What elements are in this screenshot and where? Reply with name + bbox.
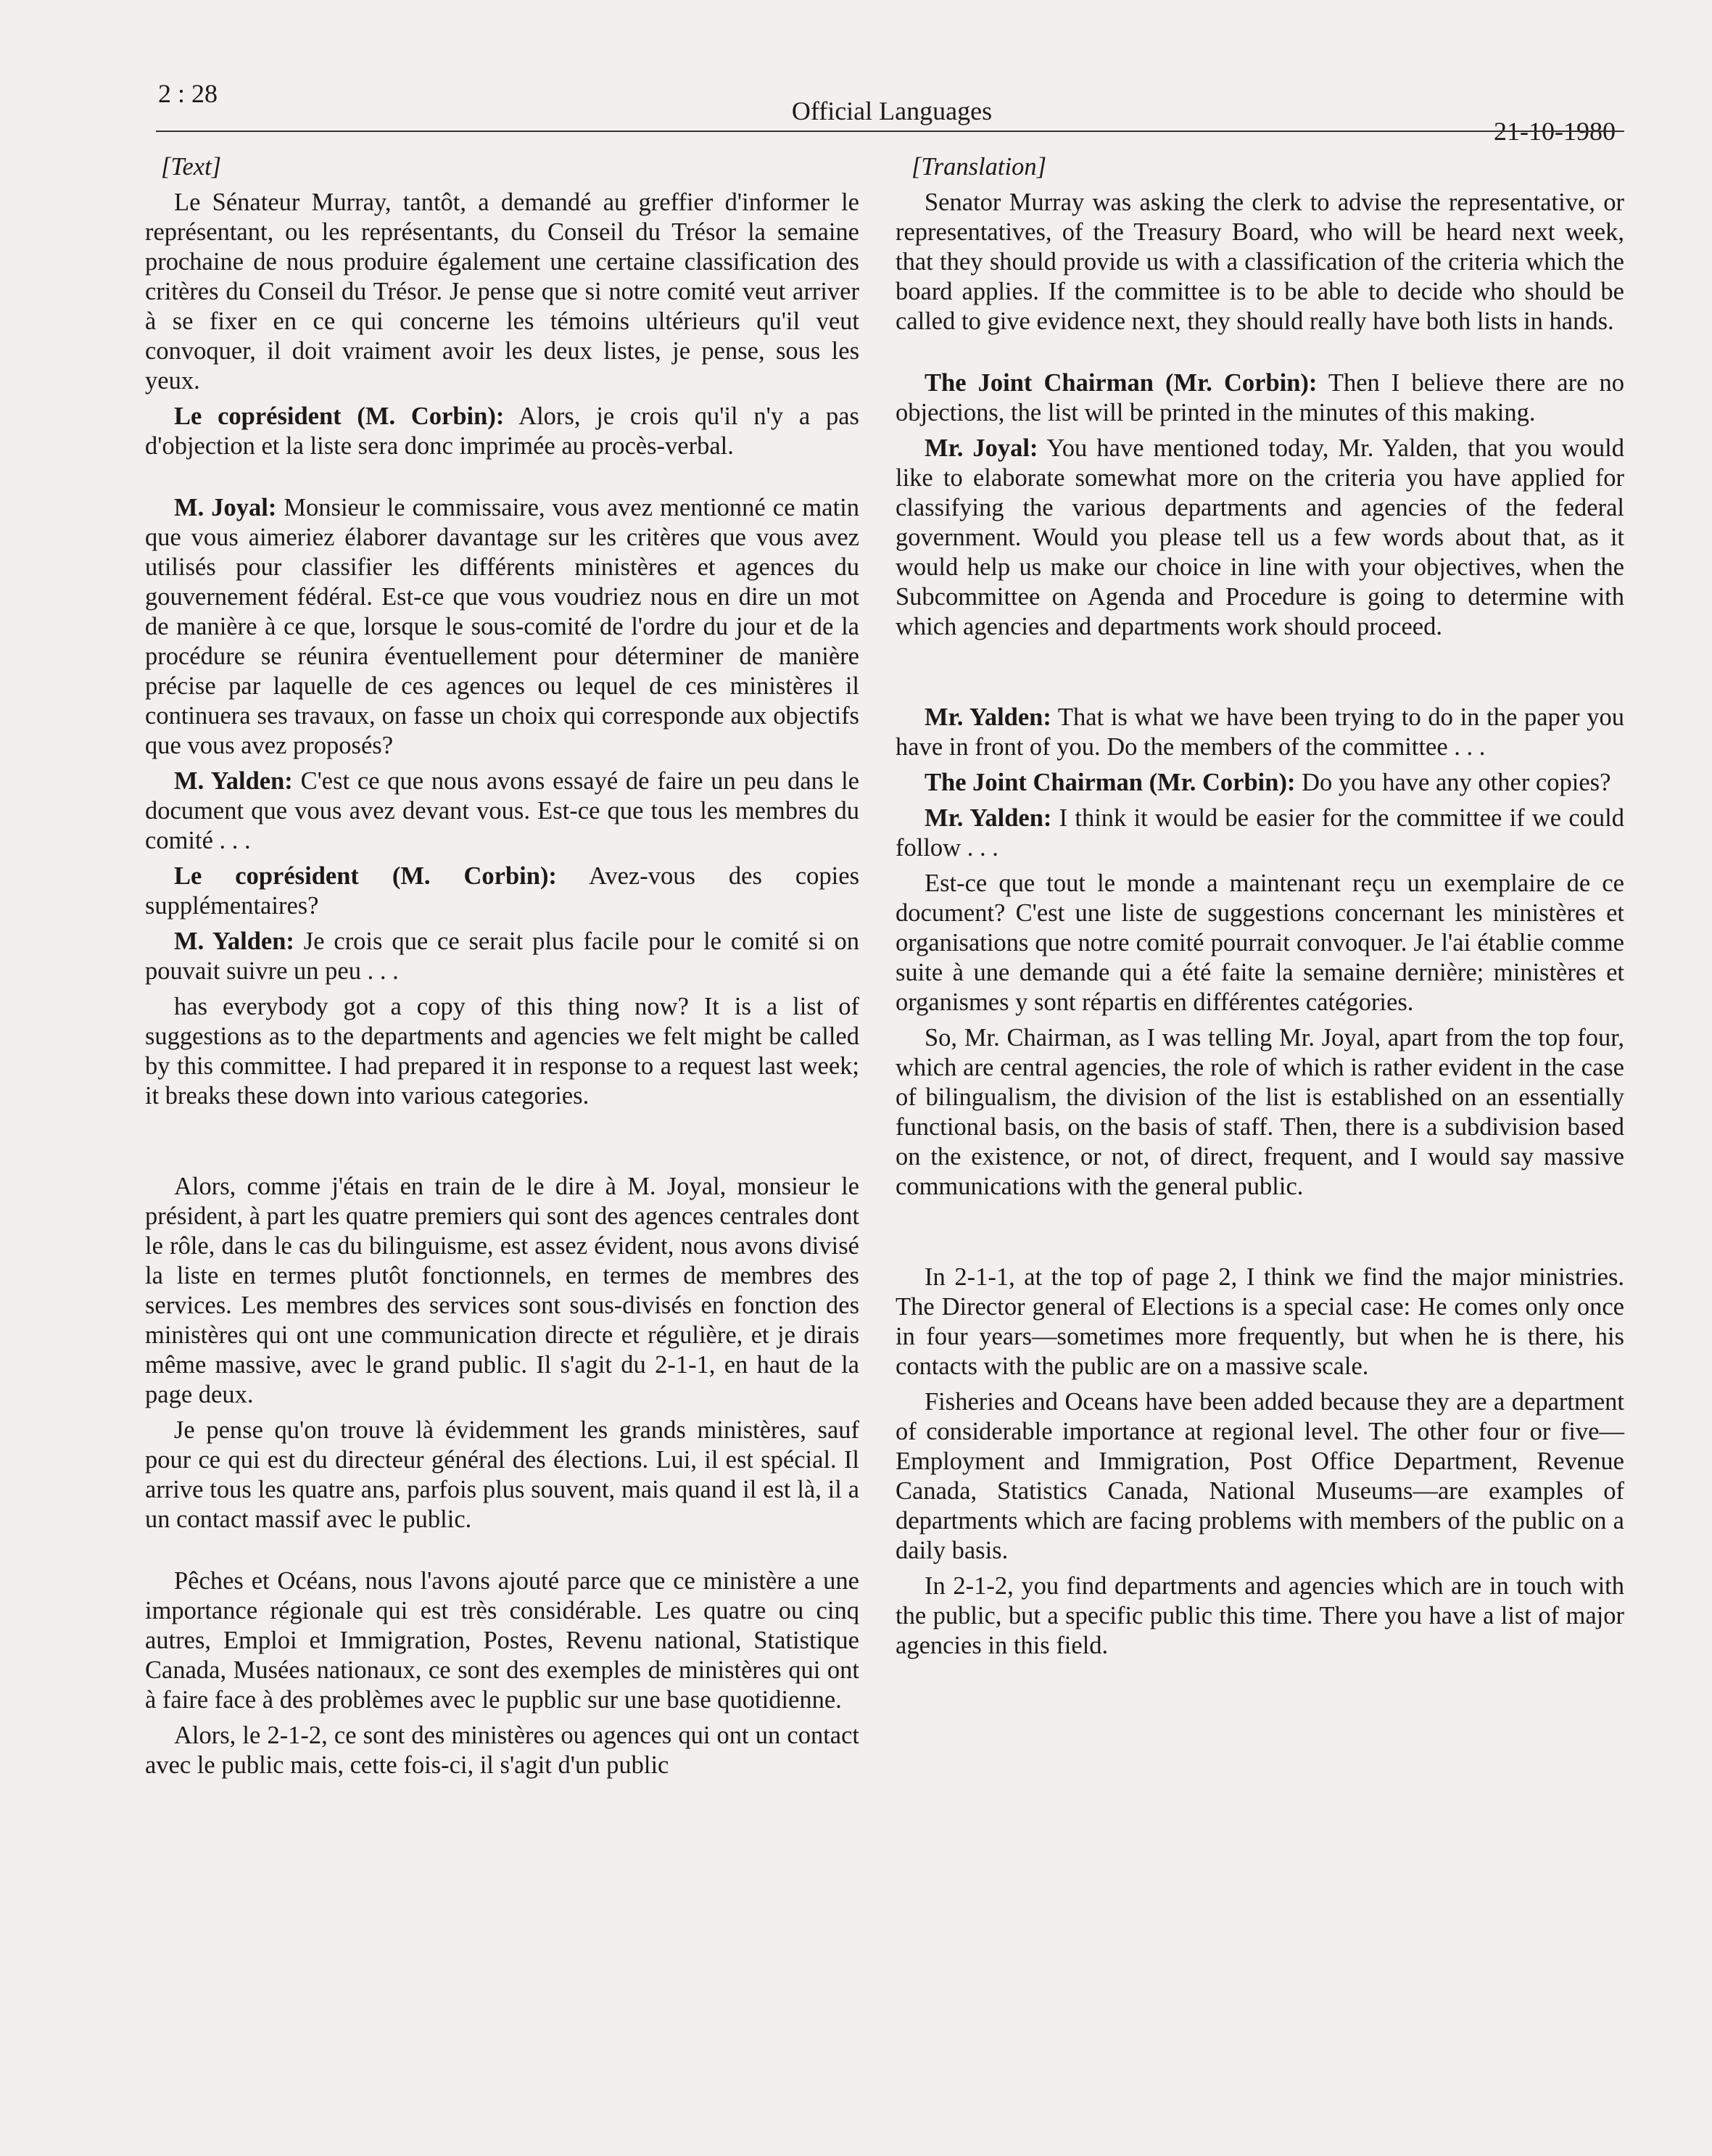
- speech-text: Do you have any other copies?: [1295, 769, 1611, 796]
- english-column: [896, 152, 1624, 1661]
- paragraph: In 2-1-2, you find departments and agencies which are in touch with the public, but a specific public this time. There you have a list of major agencies in this field.: [896, 1572, 1624, 1659]
- paragraph: [145, 927, 859, 986]
- speaker-name: M. Yalden:: [174, 767, 293, 795]
- speaker-name: Le coprésident (M. Corbin):: [174, 862, 557, 890]
- speech-text: Then I believe there are no objections, the list will be printed in the minutes of this making.: [896, 369, 1624, 426]
- paragraph: [145, 862, 859, 921]
- speech-text: Je crois que ce serait plus facile pour le comité si on pouvait suivre un peu . . .: [145, 928, 859, 985]
- paragraph: [896, 804, 1624, 863]
- paragraph: [896, 434, 1624, 642]
- speech-text: I think it would be easier for the committee if we could follow . . .: [896, 804, 1625, 862]
- running-title: Official Languages: [791, 96, 993, 125]
- french-column: [145, 152, 859, 1780]
- header-date: 21-10-1980: [1494, 117, 1616, 146]
- paragraph: [145, 767, 859, 856]
- paragraph: [896, 703, 1624, 762]
- text-marker: [Text]: [161, 153, 222, 181]
- speech-text: Monsieur le commissaire, vous avez mentionné ce matin que vous aimeriez élaborer davantage sur les critères que vous avez utilisés pour classifier les différents ministères et agences du gouvernement fédéral. Est-ce que vous voudriez nous en dire un mot de manière à ce que, lorsque le sous-comité de l'ordre du jour et de la procédure se réunira éventuellement pour déterminer de manière précise par laquelle de ces agences ou lequel de ces ministères il continuera ses travaux, on fasse un choix qui corresponde aux objectifs que vous avez proposés?: [145, 494, 859, 759]
- paragraph: Alors, comme j'étais en train de le dire à M. Joyal, monsieur le président, à part les quatre premiers qui sont des agences centrales dont le rôle, dans le cas du bilinguisme, est assez évident, nous avons divisé la liste en termes plutôt fonctionnels, en termes de membres des services. Les membres des services sont sous-divisés en fonction des ministères qui ont une communication directe et régulière, et je dirais même massive, avec le grand public. Il s'agit du 2-1-1, en haut de la page deux.: [145, 1173, 859, 1408]
- speech-text: Avez-vous des copies supplémentaires?: [145, 862, 859, 920]
- speaker-name: The Joint Chairman (Mr. Corbin):: [925, 769, 1296, 796]
- speaker-name: M. Yalden:: [174, 928, 294, 955]
- paragraph: [145, 493, 859, 761]
- speaker-name: The Joint Chairman (Mr. Corbin):: [925, 369, 1318, 397]
- paragraph: [145, 402, 859, 461]
- speaker-name: Mr. Joyal:: [925, 434, 1038, 462]
- speaker-name: Le coprésident (M. Corbin):: [174, 402, 505, 430]
- header-rule: [156, 131, 1624, 132]
- paragraph: Je pense qu'on trouve là évidemment les grands ministères, sauf pour ce qui est du directeur général des élections. Lui, il est spécial. Il arrive tous les quatre ans, parfois plus souvent, mais quand il est là, il a un contact massif avec le public.: [145, 1416, 859, 1533]
- paragraph: has everybody got a copy of this thing now? It is a list of suggestions as to the departments and agencies we felt might be called by this committee. I had prepared it in response to a request last week; it breaks these down into various categories.: [145, 993, 859, 1110]
- translation-marker: [Translation]: [911, 153, 1046, 181]
- paragraph: Le Sénateur Murray, tantôt, a demandé au greffier d'informer le représentant, ou les représentants, du Conseil du Trésor la semaine prochaine de nous produire également une certaine classification des critères du Conseil du Trésor. Je pense que si notre comité veut arriver à se fixer en ce qui concerne les témoins ultérieurs qu'il veut convoquer, il doit vraiment avoir les deux listes, je pense, sous les yeux.: [145, 189, 859, 395]
- paragraph: [896, 768, 1624, 798]
- speech-text: C'est ce que nous avons essayé de faire un peu dans le document que vous avez devant vous. Est-ce que tous les membres du comité . . .: [145, 767, 859, 854]
- paragraph: [896, 368, 1624, 428]
- speech-text: You have mentioned today, Mr. Yalden, that you would like to elaborate somewhat more on the criteria you have applied for classifying the various departments and agencies of the federal government. Would you please tell us a few words about that, as it would help us make our choice in line with your objectives, when the Subcommittee on Agenda and Procedure is going to determine with which agencies and departments work should proceed.: [896, 434, 1624, 640]
- speaker-name: M. Joyal:: [174, 494, 277, 521]
- paragraph: Fisheries and Oceans have been added because they are a department of considerable importance at regional level. The other four or five—Employment and Immigration, Post Office Department, Revenue Canada, Statistics Canada, National Museums—are examples of departments which are facing problems with members of the public on a daily basis.: [896, 1388, 1624, 1564]
- paragraph: Est-ce que tout le monde a maintenant reçu un exemplaire de ce document? C'est une liste de suggestions concernant les ministères et organisations que notre comité pourrait convoquer. Je l'ai établie comme suite à une demande qui a été faite la semaine dernière; ministères et organismes y sont répartis en différentes catégories.: [896, 870, 1624, 1016]
- speech-text: That is what we have been trying to do in the paper you have in front of you. Do the members of the committee . . .: [896, 703, 1624, 761]
- paragraph: In 2-1-1, at the top of page 2, I think we find the major ministries. The Director general of Elections is a special case: He comes only once in four years—sometimes more frequently, but when he is there, his contacts with the public are on a massive scale.: [896, 1263, 1624, 1380]
- page-number: 2 : 28: [158, 79, 218, 108]
- paragraph: Alors, le 2-1-2, ce sont des ministères ou agences qui ont un contact avec le public mais, cette fois-ci, il s'agit d'un public: [145, 1722, 859, 1779]
- speaker-name: Mr. Yalden:: [925, 804, 1052, 832]
- speech-text: Alors, je crois qu'il n'y a pas d'objection et la liste sera donc imprimée au procès-verbal.: [145, 402, 859, 460]
- speaker-name: Mr. Yalden:: [925, 703, 1051, 731]
- paragraph: So, Mr. Chairman, as I was telling Mr. Joyal, apart from the top four, which are central agencies, the role of which is rather evident in the case of bilingualism, the division of the list is established on an essentially functional basis, on the basis of staff. Then, there is a subdivision based on the existence, or not, of direct, frequent, and I would say massive communications with the general public.: [896, 1024, 1624, 1200]
- paragraph: Pêches et Océans, nous l'avons ajouté parce que ce ministère a une importance régionale qui est très considérable. Les quatre ou cinq autres, Emploi et Immigration, Postes, Revenu national, Statistique Canada, Musées nationaux, ce sont des exemples de ministères qui ont à faire face à des problèmes avec le pupblic sur une base quotidienne.: [145, 1567, 859, 1714]
- paragraph: Senator Murray was asking the clerk to advise the representative, or representatives, of the Treasury Board, who will be heard next week, that they should provide us with a classification of the criteria which the board applies. If the committee is to be able to decide who should be called to give evidence next, they should really have both lists in hands.: [896, 189, 1624, 335]
